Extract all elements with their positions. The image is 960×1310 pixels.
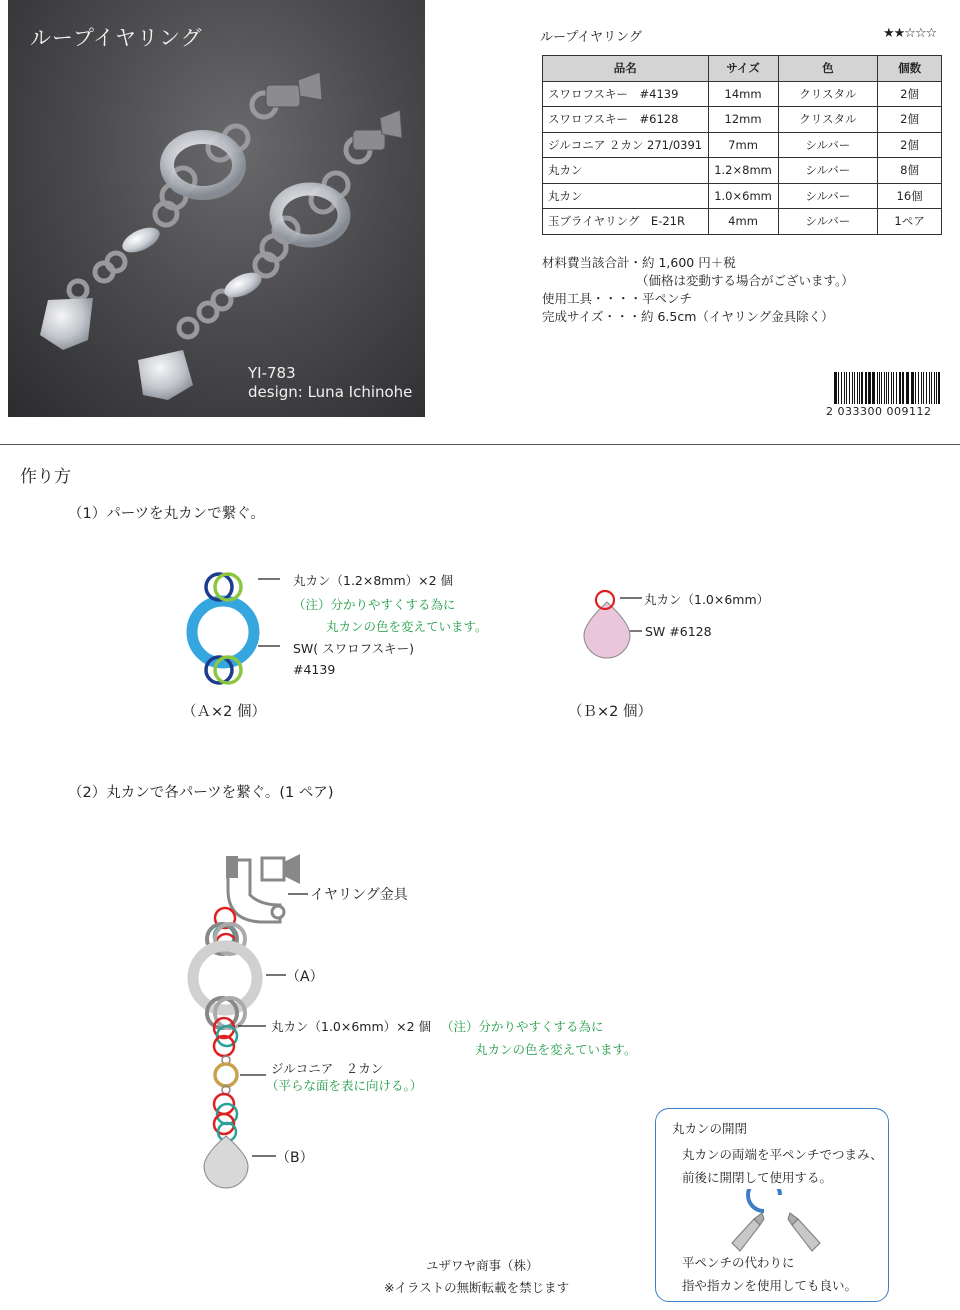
part-a-caption: （Ａ×2 個） [182, 704, 266, 720]
earring-clip [226, 854, 300, 922]
cell-name: スワロフスキー #4139 [543, 81, 709, 107]
cell-color: シルバー [778, 132, 878, 158]
table-row [543, 81, 942, 107]
barcode-bar [834, 372, 837, 404]
barcode-bar [886, 372, 887, 404]
barcode-bar [936, 372, 937, 404]
barcode-bar [868, 372, 871, 404]
ring-opening-alt-1: 平ペンチの代わりに [682, 1255, 795, 1270]
designer-credit: design: Luna Ichinohe [248, 383, 413, 401]
cell-name: ジルコニア ２カン 271/0391 [543, 132, 709, 158]
barcode-bar [854, 372, 855, 404]
cell-qty: 2個 [878, 107, 942, 133]
pliers-illustration [726, 1189, 826, 1253]
part-b-ring-label: 丸カン（1.0×6mm） [644, 592, 770, 607]
barcode-bar [891, 372, 892, 404]
assembly-ring-label: 丸カン（1.0×6mm）×2 個 [271, 1019, 432, 1034]
zirconia-label: ジルコニア ２カン [271, 1061, 384, 1076]
cell-color: クリスタル [778, 81, 878, 107]
barcode-bar [906, 372, 909, 404]
col-header-name: 品名 [543, 56, 709, 82]
ring-opening-text-1: 丸カンの両端を平ペンチでつまみ、 [682, 1147, 883, 1162]
product-name: ループイヤリング [540, 30, 642, 45]
material-cost-note: （価格は変動する場合がございます。） [636, 273, 854, 288]
barcode-bar [884, 372, 885, 404]
table-header-row [543, 56, 942, 82]
part-a-note-2: 丸カンの色を変えています。 [326, 619, 488, 634]
barcode [834, 372, 942, 404]
materials-table [542, 55, 942, 235]
barcode-bar [859, 372, 860, 404]
step-1-heading: （1）パーツを丸カンで繋ぐ。 [68, 506, 265, 522]
cell-size: 1.0×6mm [708, 183, 778, 209]
barcode-bar [926, 372, 927, 404]
barcode-bar [879, 372, 880, 404]
swarovski-6128-drop [584, 602, 630, 658]
part-b-label: （B） [276, 1150, 314, 1166]
barcode-bar [861, 372, 863, 404]
barcode-bar [921, 372, 922, 404]
step-2-heading: （2）丸カンで各パーツを繋ぐ。(1 ペア) [68, 785, 334, 801]
part-a-ring-label: 丸カン（1.2×8mm）×2 個 [293, 573, 454, 588]
cell-size: 4mm [708, 209, 778, 235]
col-header-color: 色 [778, 56, 878, 82]
cell-qty: 1ペア [878, 209, 942, 235]
part-b-drop [204, 1136, 248, 1188]
instructions-title: 作り方 [20, 467, 71, 487]
table-row [543, 107, 942, 133]
earring-clip-label: イヤリング金具 [310, 887, 408, 903]
barcode-number: 2 033300 009112 [826, 405, 932, 418]
difficulty-stars: ★★☆☆☆ [883, 26, 937, 41]
part-b-diagram [578, 582, 648, 662]
barcode-bar [865, 372, 867, 404]
product-photo [8, 0, 425, 417]
cell-size: 1.2×8mm [708, 158, 778, 184]
cell-name: スワロフスキー #6128 [543, 107, 709, 133]
part-a-note-1: （注）分かりやすくする為に [293, 597, 456, 612]
part-a-label: （A） [286, 969, 324, 985]
cell-color: シルバー [778, 209, 878, 235]
barcode-bar [931, 372, 932, 404]
part-b-caption: （Ｂ×2 個） [568, 704, 652, 720]
cell-qty: 16個 [878, 183, 942, 209]
cell-size: 12mm [708, 107, 778, 133]
barcode-bar [872, 372, 875, 404]
barcode-bar [896, 372, 897, 404]
cell-qty: 2個 [878, 81, 942, 107]
table-row [543, 209, 942, 235]
copyright-notice: ※イラストの無断転載を禁じます [384, 1280, 570, 1295]
barcode-bar [893, 372, 894, 404]
company-name: ユザワヤ商事（株） [426, 1258, 539, 1273]
barcode-bar [915, 372, 916, 404]
barcode-bar [849, 372, 850, 404]
assembly-note-1: （注）分かりやすくする為に [441, 1019, 604, 1034]
ring-opening-text-2: 前後に開閉して使用する。 [682, 1170, 833, 1185]
barcode-bar [938, 372, 940, 404]
cell-name: 玉ブライヤリング E-21R [543, 209, 709, 235]
part-a-sw-code: #4139 [293, 662, 336, 677]
earring-photo-illustration [8, 0, 425, 417]
barcode-bar [838, 372, 839, 404]
barcode-bar [918, 372, 919, 404]
barcode-bar [929, 372, 930, 404]
barcode-bar [852, 372, 853, 404]
photo-title: ループイヤリング [30, 26, 203, 50]
ring-opening-alt-2: 指や指カンを使用しても良い。 [682, 1278, 858, 1293]
barcode-bar [934, 372, 935, 404]
barcode-bar [899, 372, 901, 404]
ring-opening-title: 丸カンの開閉 [672, 1121, 748, 1136]
section-divider [0, 444, 960, 445]
cell-size: 7mm [708, 132, 778, 158]
table-row [543, 132, 942, 158]
part-a-diagram [180, 560, 280, 700]
barcode-bar [911, 372, 914, 404]
cell-name: 丸カン [543, 183, 709, 209]
zirconia-two-loop [215, 1064, 237, 1086]
ring-opening-panel [655, 1108, 889, 1302]
barcode-bar [844, 372, 845, 404]
part-b-sw-label: SW #6128 [645, 624, 712, 639]
barcode-bar [923, 372, 924, 404]
material-cost: 材料費当該合計・約 1,600 円＋税 [542, 255, 736, 270]
cell-qty: 8個 [878, 158, 942, 184]
col-header-qty: 個数 [878, 56, 942, 82]
barcode-bar [902, 372, 904, 404]
product-code: YI-783 [248, 364, 296, 382]
cell-name: 丸カン [543, 158, 709, 184]
zirconia-note: （平らな面を表に向ける。） [266, 1078, 423, 1093]
col-header-size: サイズ [708, 56, 778, 82]
table-row [543, 158, 942, 184]
finished-size: 完成サイズ・・・約 6.5cm（イヤリング金具除く） [542, 309, 834, 324]
barcode-bar [846, 372, 847, 404]
part-a-sw-label: SW( スワロフスキー) [293, 641, 415, 656]
barcode-bar [857, 372, 858, 404]
table-row [543, 183, 942, 209]
cell-color: シルバー [778, 158, 878, 184]
cell-color: シルバー [778, 183, 878, 209]
barcode-bar [841, 372, 842, 404]
cell-size: 14mm [708, 81, 778, 107]
tools-used: 使用工具・・・・平ペンチ [542, 291, 693, 306]
cell-color: クリスタル [778, 107, 878, 133]
swarovski-4139-ring [192, 601, 254, 663]
cell-qty: 2個 [878, 132, 942, 158]
assembly-note-2: 丸カンの色を変えています。 [475, 1042, 637, 1057]
barcode-bar [888, 372, 889, 404]
barcode-bar [881, 372, 882, 404]
barcode-bar [877, 372, 878, 404]
